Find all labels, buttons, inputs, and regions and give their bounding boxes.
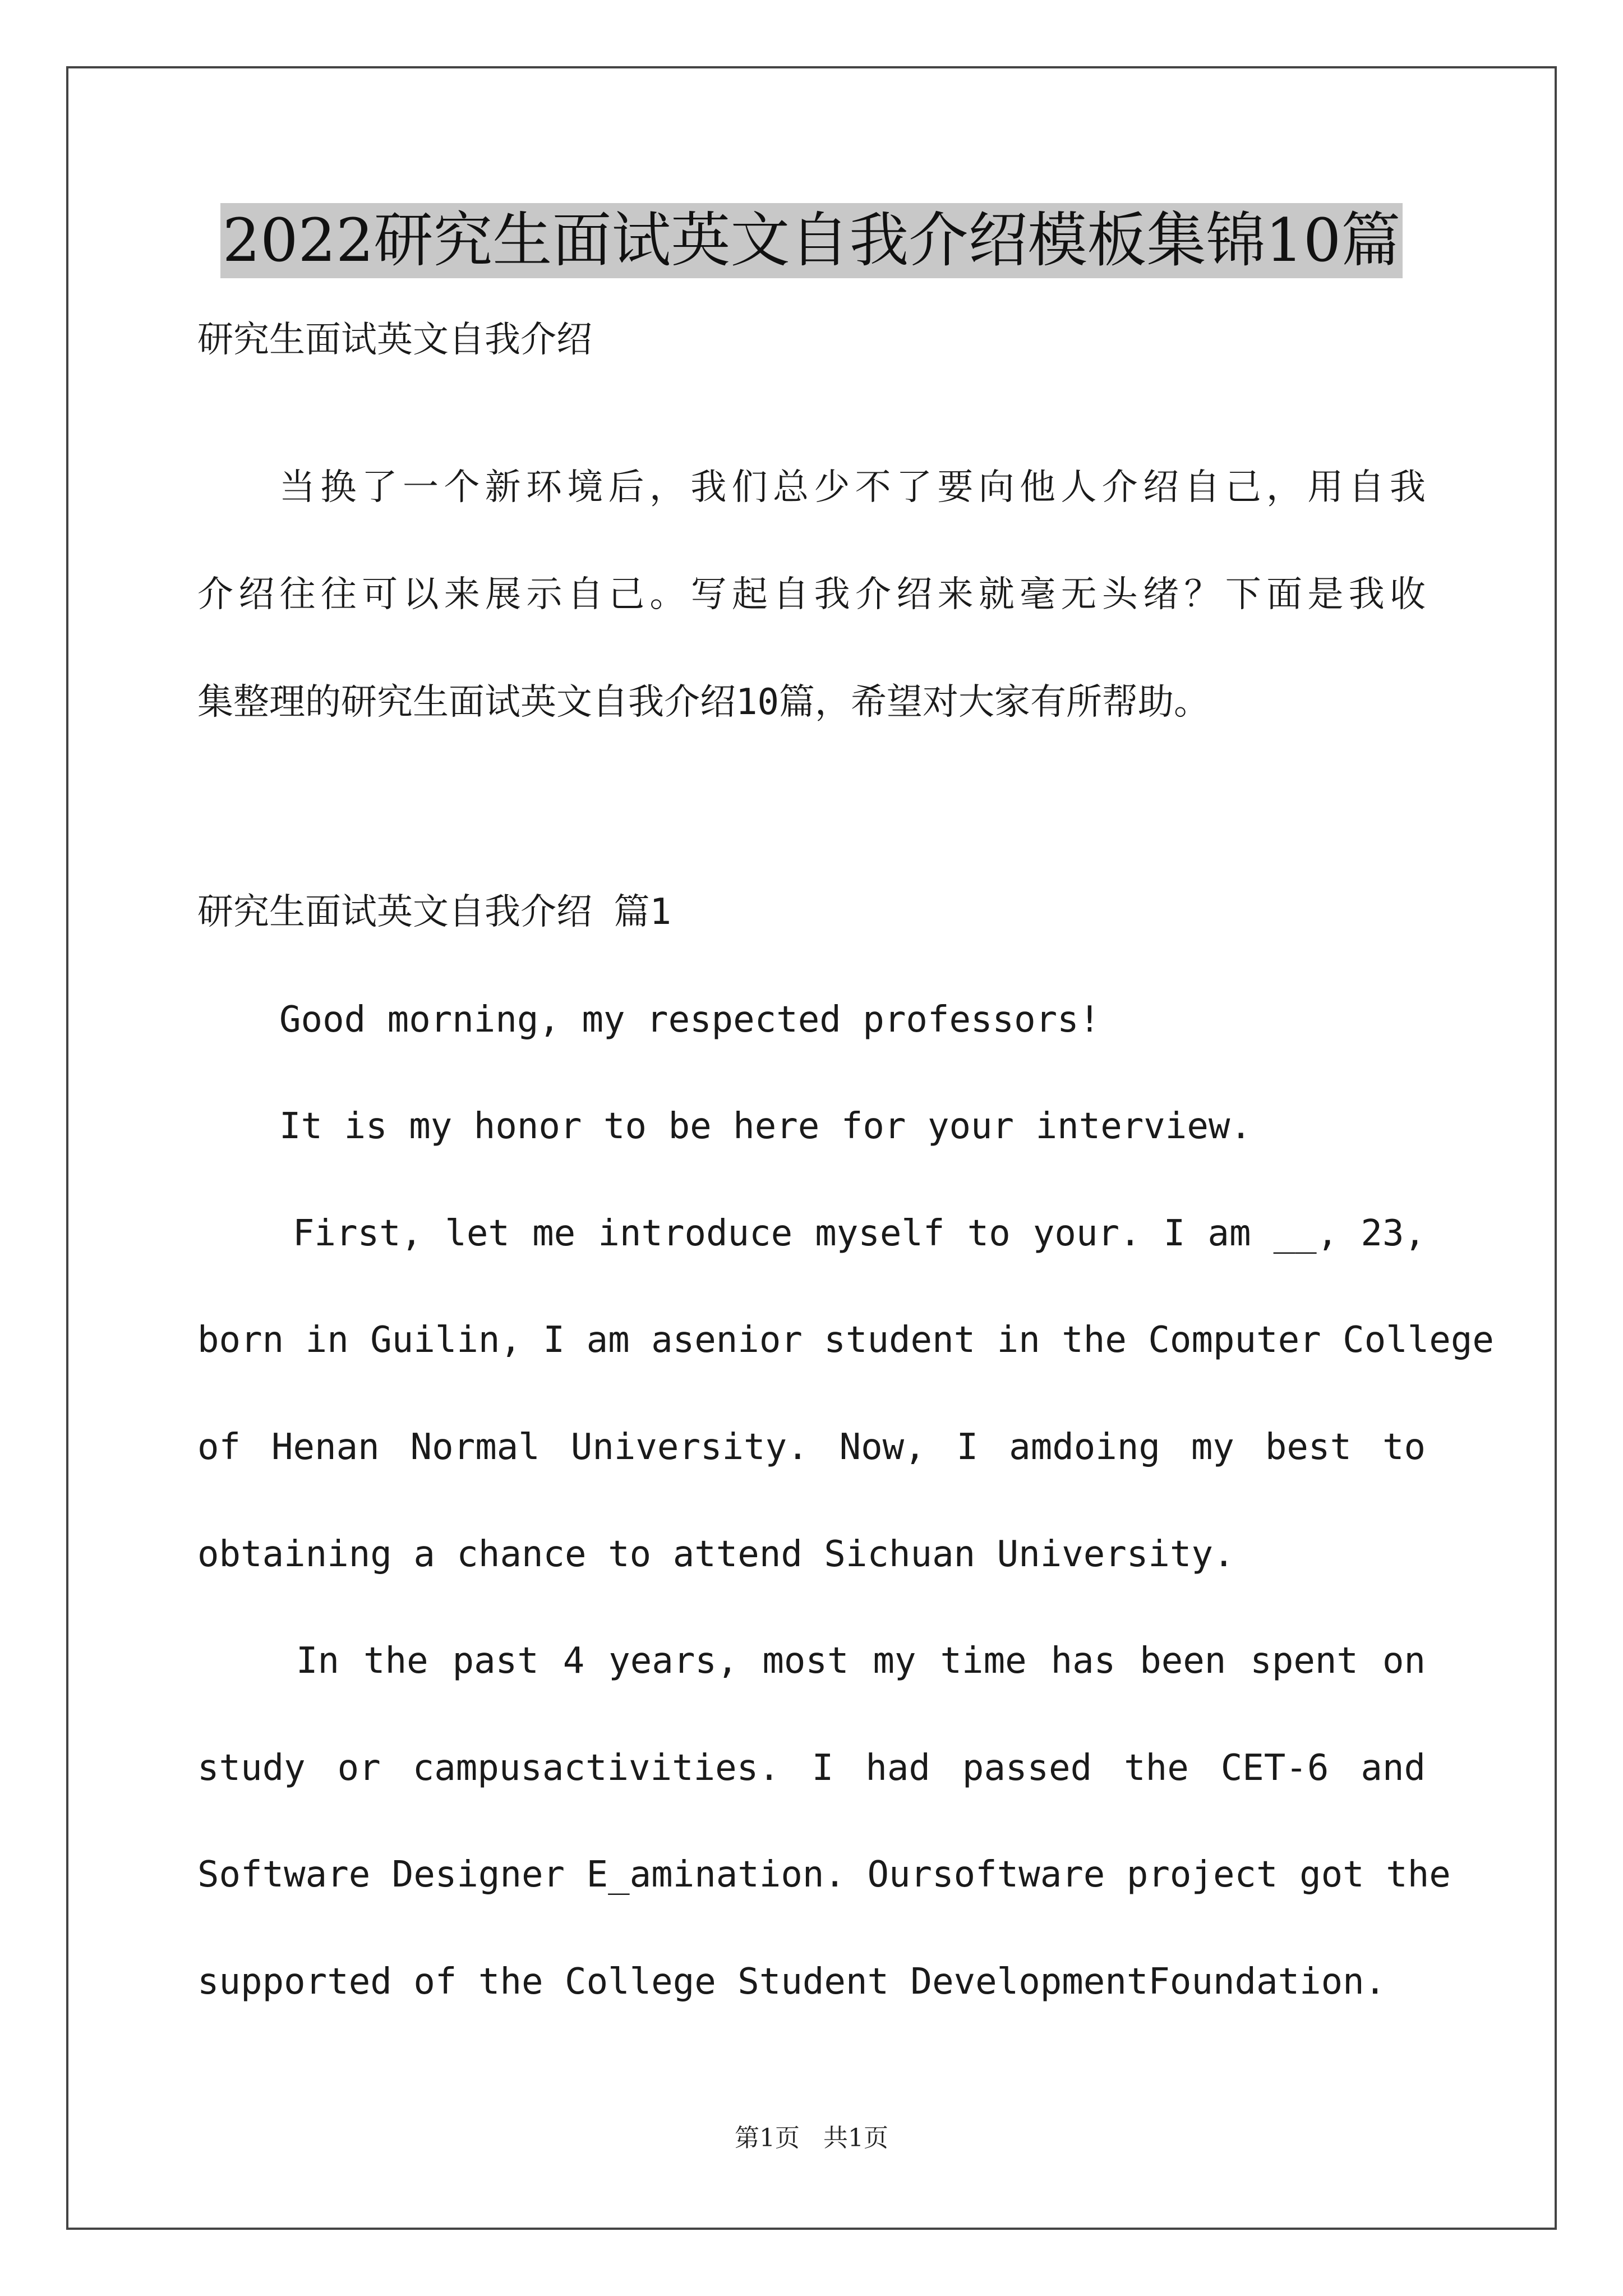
body-line: obtaining a chance to attend Sichuan University.: [197, 1534, 1235, 1575]
body-line: In the past 4 years, most my time has been spent on: [296, 1640, 1426, 1682]
body-line: born in Guilin, I am asenior student in the Computer College: [197, 1319, 1494, 1361]
body-line: Good morning, my respected professors!: [279, 999, 1101, 1041]
article-heading: 研究生面试英文自我介绍 篇1: [197, 891, 672, 933]
title-container: [0, 203, 1623, 278]
body-line: First, let me introduce myself to your. I am __, 23,: [293, 1213, 1426, 1254]
section-heading: 研究生面试英文自我介绍: [197, 319, 592, 361]
page-footer: 第1页 共1页: [735, 2124, 888, 2152]
intro-line: 集整理的研究生面试英文自我介绍10篇，希望对大家有所帮助。: [197, 682, 1210, 723]
intro-line: 当换了一个新环境后，我们总少不了要向他人介绍自己，用自我: [279, 467, 1426, 508]
body-line: of Henan Normal University. Now, I amdoing my best to: [197, 1427, 1426, 1468]
body-line: It is my honor to be here for your interview.: [279, 1106, 1252, 1147]
intro-line: 介绍往往可以来展示自己。写起自我介绍来就毫无头绪？下面是我收: [197, 574, 1426, 615]
body-line: supported of the College Student DevelopmentFoundation.: [197, 1961, 1386, 2003]
body-line: study or campusactivities. I had passed the CET-6 and: [197, 1747, 1426, 1789]
document-title: 2022研究生面试英文自我介绍模板集锦10篇: [220, 203, 1403, 278]
body-line: Software Designer E_amination. Oursoftware project got the: [197, 1854, 1451, 1895]
